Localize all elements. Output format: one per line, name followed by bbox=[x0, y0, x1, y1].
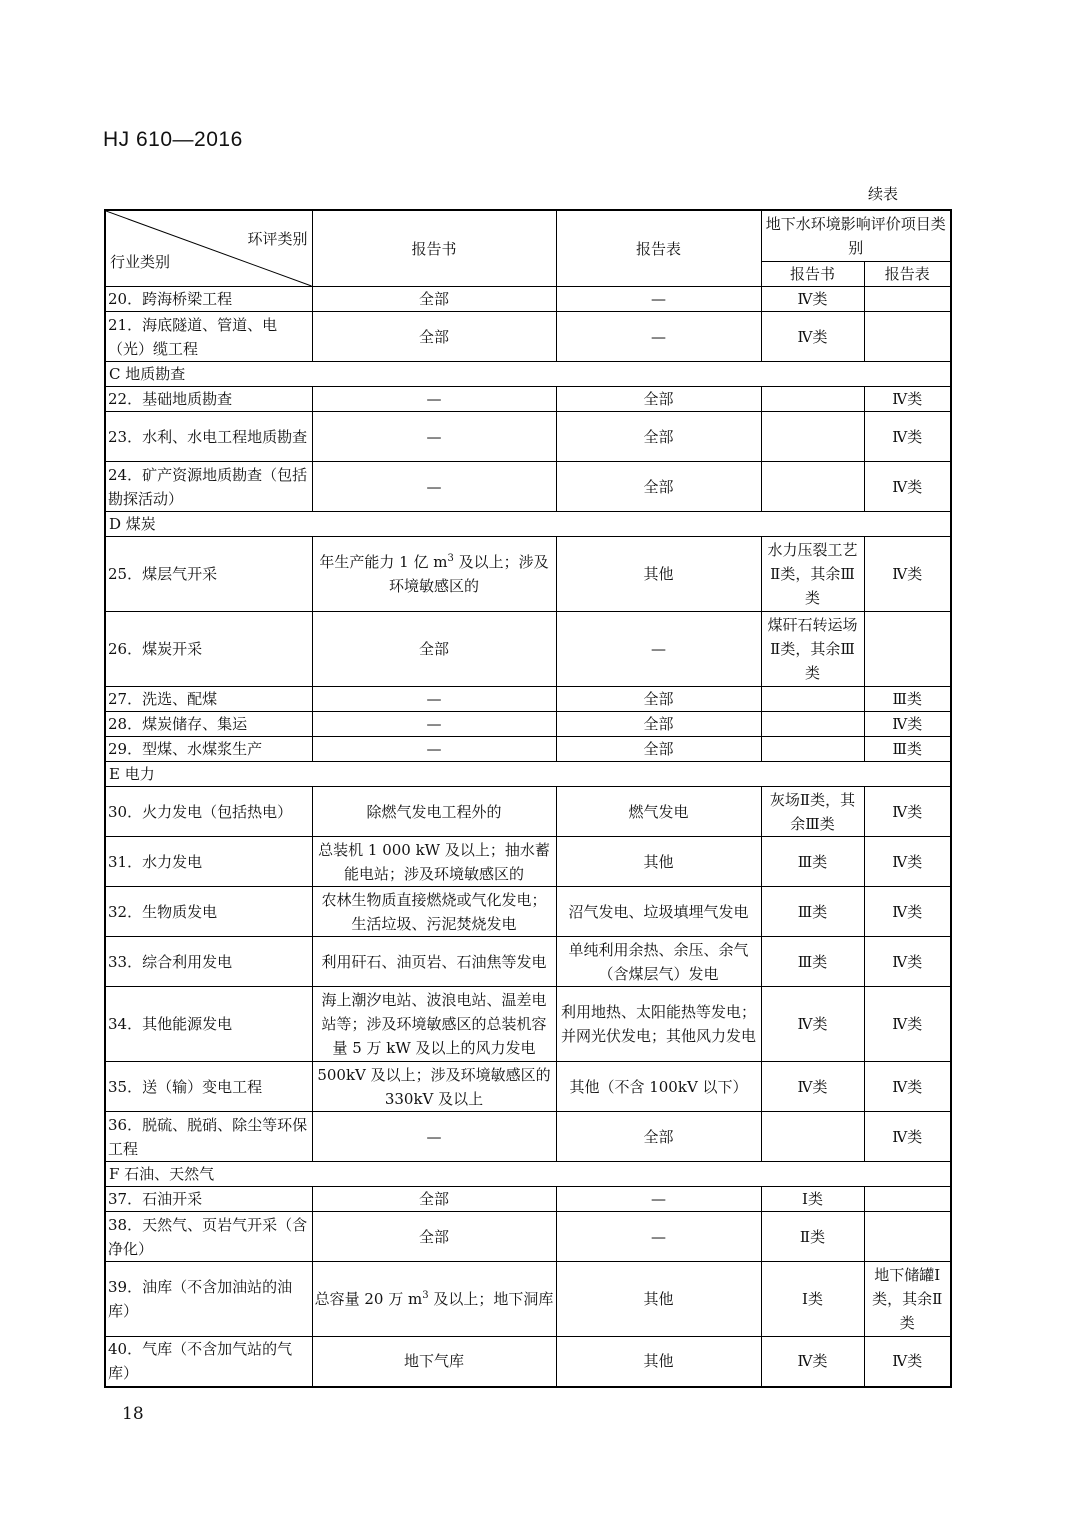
gw-report-cell: 煤矸石转运场Ⅱ类，其余Ⅲ类 bbox=[761, 612, 864, 687]
table-row bbox=[105, 1187, 951, 1212]
report-text-rest: 及以上；涉及环境敏感区的 bbox=[388, 553, 549, 595]
gw-report-cell: Ⅰ类 bbox=[761, 1187, 864, 1212]
gw-report-cell: Ⅳ类 bbox=[761, 287, 864, 312]
industry-name-cell: 40．气库（不含加气站的气库） bbox=[105, 1337, 312, 1387]
report-text-rest: 及以上；地下洞库 bbox=[428, 1290, 554, 1308]
industry-name-cell: 22．基础地质勘查 bbox=[105, 387, 312, 412]
table-row bbox=[105, 887, 951, 937]
gw-report-cell: Ⅱ类 bbox=[761, 1212, 864, 1262]
industry-name-cell: 24．矿产资源地质勘查（包括勘探活动） bbox=[105, 462, 312, 512]
industry-name-cell: 33．综合利用发电 bbox=[105, 937, 312, 987]
gw-report-cell: 灰场Ⅱ类，其余Ⅲ类 bbox=[761, 787, 864, 837]
report-cell: 全部 bbox=[312, 312, 556, 362]
section-title: F 石油、天然气 bbox=[105, 1162, 951, 1187]
table-row bbox=[105, 837, 951, 887]
report-cell: 全部 bbox=[312, 1212, 556, 1262]
form-cell: 单纯利用余热、余压、余气（含煤层气）发电 bbox=[556, 937, 761, 987]
industry-name-cell: 30．火力发电（包括热电） bbox=[105, 787, 312, 837]
table-row bbox=[105, 1337, 951, 1387]
industry-name-cell: 21．海底隧道、管道、电（光）缆工程 bbox=[105, 312, 312, 362]
diag-bottom-label: 行业类别 bbox=[110, 253, 171, 271]
gw-report-cell bbox=[761, 462, 864, 512]
gw-form-cell bbox=[864, 1212, 951, 1262]
form-cell: 全部 bbox=[556, 687, 761, 712]
gw-report-cell bbox=[761, 712, 864, 737]
gw-form-cell bbox=[864, 1187, 951, 1212]
form-cell: 全部 bbox=[556, 737, 761, 762]
col-header-report: 报告书 bbox=[312, 210, 556, 287]
form-cell: — bbox=[556, 287, 761, 312]
table-row bbox=[105, 287, 951, 312]
diag-top-label: 环评类别 bbox=[247, 230, 308, 248]
gw-report-cell: Ⅳ类 bbox=[761, 1062, 864, 1112]
gw-report-cell: Ⅲ类 bbox=[761, 837, 864, 887]
form-cell: 全部 bbox=[556, 1112, 761, 1162]
form-cell: 全部 bbox=[556, 462, 761, 512]
table-row bbox=[105, 412, 951, 462]
form-cell: 沼气发电、垃圾填埋气发电 bbox=[556, 887, 761, 937]
page-number: 18 bbox=[122, 1404, 144, 1424]
table-row bbox=[105, 937, 951, 987]
industry-name-cell: 25．煤层气开采 bbox=[105, 537, 312, 612]
report-cell: 农林生物质直接燃烧或气化发电；生活垃圾、污泥焚烧发电 bbox=[312, 887, 556, 937]
table-row bbox=[105, 1212, 951, 1262]
gw-form-cell: Ⅳ类 bbox=[864, 387, 951, 412]
col-header-gw-form: 报告表 bbox=[864, 261, 951, 287]
gw-form-cell: Ⅳ类 bbox=[864, 462, 951, 512]
gw-form-cell: Ⅳ类 bbox=[864, 537, 951, 612]
table-row bbox=[105, 387, 951, 412]
industry-name-cell: 38．天然气、页岩气开采（含净化） bbox=[105, 1212, 312, 1262]
form-cell: 其他 bbox=[556, 1337, 761, 1387]
section-row bbox=[105, 512, 951, 537]
form-cell: 其他 bbox=[556, 837, 761, 887]
table-row bbox=[105, 712, 951, 737]
form-cell: 全部 bbox=[556, 712, 761, 737]
section-title: D 煤炭 bbox=[105, 512, 951, 537]
report-cell: — bbox=[312, 712, 556, 737]
table-row bbox=[105, 537, 951, 612]
unit-superscript: 3 bbox=[422, 1290, 429, 1301]
gw-form-cell: Ⅳ类 bbox=[864, 1112, 951, 1162]
standard-code: HJ 610—2016 bbox=[103, 128, 243, 151]
gw-form-cell: Ⅳ类 bbox=[864, 1337, 951, 1387]
gw-report-cell bbox=[761, 687, 864, 712]
report-cell: 全部 bbox=[312, 612, 556, 687]
table-row bbox=[105, 1262, 951, 1337]
table-row bbox=[105, 1112, 951, 1162]
gw-report-cell bbox=[761, 387, 864, 412]
section-title: C 地质勘查 bbox=[105, 362, 951, 387]
industry-name-cell: 39．油库（不含加油站的油库） bbox=[105, 1262, 312, 1337]
table-row bbox=[105, 687, 951, 712]
form-cell: 其他 bbox=[556, 1262, 761, 1337]
gw-report-cell: Ⅲ类 bbox=[761, 887, 864, 937]
gw-report-cell: Ⅰ类 bbox=[761, 1262, 864, 1337]
industry-name-cell: 34．其他能源发电 bbox=[105, 987, 312, 1062]
table-row bbox=[105, 462, 951, 512]
report-text: 总容量 20 万 m bbox=[314, 1290, 423, 1308]
col-header-form: 报告表 bbox=[556, 210, 761, 287]
report-cell: 总装机 1 000 kW 及以上；抽水蓄能电站；涉及环境敏感区的 bbox=[312, 837, 556, 887]
industry-name-cell: 27．洗选、配煤 bbox=[105, 687, 312, 712]
industry-name-cell: 23．水利、水电工程地质勘查 bbox=[105, 412, 312, 462]
industry-name-cell: 35．送（输）变电工程 bbox=[105, 1062, 312, 1112]
gw-form-cell bbox=[864, 312, 951, 362]
report-cell: — bbox=[312, 1112, 556, 1162]
gw-report-cell bbox=[761, 737, 864, 762]
form-cell: — bbox=[556, 612, 761, 687]
section-row bbox=[105, 762, 951, 787]
gw-form-cell: Ⅲ类 bbox=[864, 737, 951, 762]
report-cell: 全部 bbox=[312, 287, 556, 312]
report-cell bbox=[312, 1262, 556, 1337]
gw-report-cell: Ⅲ类 bbox=[761, 937, 864, 987]
report-cell: 海上潮汐电站、波浪电站、温差电站等；涉及环境敏感区的总装机容量 5 万 kW 及以上的风力发电 bbox=[312, 987, 556, 1062]
report-cell: — bbox=[312, 462, 556, 512]
gw-form-cell: Ⅳ类 bbox=[864, 837, 951, 887]
form-cell: 全部 bbox=[556, 412, 761, 462]
form-cell: — bbox=[556, 1212, 761, 1262]
table-row bbox=[105, 737, 951, 762]
gw-form-cell: Ⅳ类 bbox=[864, 412, 951, 462]
table-row bbox=[105, 787, 951, 837]
report-cell bbox=[312, 537, 556, 612]
gw-form-cell bbox=[864, 612, 951, 687]
gw-report-cell bbox=[761, 412, 864, 462]
table-row bbox=[105, 987, 951, 1062]
gw-form-cell: Ⅳ类 bbox=[864, 712, 951, 737]
form-cell: 全部 bbox=[556, 387, 761, 412]
table-row bbox=[105, 1062, 951, 1112]
table-row bbox=[105, 612, 951, 687]
table-row bbox=[105, 312, 951, 362]
form-cell: 其他（不含 100kV 以下） bbox=[556, 1062, 761, 1112]
report-cell: 全部 bbox=[312, 1187, 556, 1212]
diagonal-header-cell bbox=[105, 210, 312, 287]
report-cell: — bbox=[312, 737, 556, 762]
report-cell: 地下气库 bbox=[312, 1337, 556, 1387]
report-cell: 除燃气发电工程外的 bbox=[312, 787, 556, 837]
report-cell: — bbox=[312, 412, 556, 462]
industry-name-cell: 20．跨海桥梁工程 bbox=[105, 287, 312, 312]
gw-report-cell: Ⅳ类 bbox=[761, 987, 864, 1062]
section-title: E 电力 bbox=[105, 762, 951, 787]
form-cell: 燃气发电 bbox=[556, 787, 761, 837]
classification-table bbox=[104, 209, 952, 1388]
continued-label: 续表 bbox=[868, 185, 899, 203]
report-cell: 500kV 及以上；涉及环境敏感区的 330kV 及以上 bbox=[312, 1062, 556, 1112]
industry-name-cell: 31．水力发电 bbox=[105, 837, 312, 887]
gw-form-cell bbox=[864, 287, 951, 312]
unit-superscript: 3 bbox=[447, 553, 454, 564]
gw-report-cell: Ⅳ类 bbox=[761, 312, 864, 362]
gw-form-cell: Ⅳ类 bbox=[864, 787, 951, 837]
gw-form-cell: Ⅳ类 bbox=[864, 987, 951, 1062]
gw-form-cell: Ⅳ类 bbox=[864, 937, 951, 987]
col-header-groundwater: 地下水环境影响评价项目类别 bbox=[761, 210, 951, 261]
report-cell: — bbox=[312, 387, 556, 412]
industry-name-cell: 37．石油开采 bbox=[105, 1187, 312, 1212]
form-cell: — bbox=[556, 312, 761, 362]
section-row bbox=[105, 362, 951, 387]
section-row bbox=[105, 1162, 951, 1187]
form-cell: — bbox=[556, 1187, 761, 1212]
industry-name-cell: 29．型煤、水煤浆生产 bbox=[105, 737, 312, 762]
industry-name-cell: 26．煤炭开采 bbox=[105, 612, 312, 687]
gw-form-cell: Ⅳ类 bbox=[864, 1062, 951, 1112]
industry-name-cell: 36．脱硫、脱硝、除尘等环保工程 bbox=[105, 1112, 312, 1162]
gw-report-cell: 水力压裂工艺Ⅱ类，其余Ⅲ类 bbox=[761, 537, 864, 612]
industry-name-cell: 32．生物质发电 bbox=[105, 887, 312, 937]
gw-form-cell: Ⅲ类 bbox=[864, 687, 951, 712]
report-cell: — bbox=[312, 687, 556, 712]
form-cell: 利用地热、太阳能热等发电；并网光伏发电；其他风力发电 bbox=[556, 987, 761, 1062]
industry-name-cell: 28．煤炭储存、集运 bbox=[105, 712, 312, 737]
form-cell: 其他 bbox=[556, 537, 761, 612]
report-cell: 利用矸石、油页岩、石油焦等发电 bbox=[312, 937, 556, 987]
gw-form-cell: 地下储罐Ⅰ类，其余Ⅱ类 bbox=[864, 1262, 951, 1337]
gw-report-cell bbox=[761, 1112, 864, 1162]
gw-report-cell: Ⅳ类 bbox=[761, 1337, 864, 1387]
gw-form-cell: Ⅳ类 bbox=[864, 887, 951, 937]
col-header-gw-report: 报告书 bbox=[761, 261, 864, 287]
report-text: 年生产能力 1 亿 m bbox=[319, 553, 448, 571]
